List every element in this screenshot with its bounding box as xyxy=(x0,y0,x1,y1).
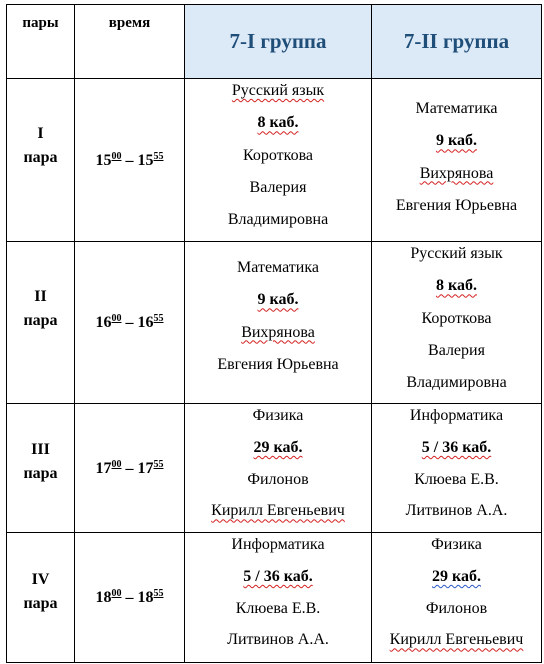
lesson-room xyxy=(185,561,371,593)
lesson-subject: Русский язык xyxy=(231,82,325,99)
pair-word: пара xyxy=(23,311,58,329)
schedule-table xyxy=(6,4,542,663)
header-group-1: 7-I группа xyxy=(185,5,372,79)
header-pairs: пары xyxy=(7,5,75,79)
room-text: 5 / 36 каб. xyxy=(243,567,313,585)
time-start-minute: 00 xyxy=(111,150,122,162)
table-row xyxy=(7,79,542,242)
lesson-room xyxy=(185,107,371,139)
room-text: 5 / 36 каб. xyxy=(421,438,492,456)
lesson-subject: Информатика xyxy=(409,407,504,424)
lesson-cell-group-2 xyxy=(372,242,542,404)
teacher-text: Кирилл Евгеньевич xyxy=(211,502,345,520)
teacher-line: Короткова xyxy=(421,309,492,327)
teacher-line: Клюева Е.В. xyxy=(235,599,321,617)
teacher-line: Валерия xyxy=(428,341,485,359)
time-start-minute: 00 xyxy=(111,588,122,599)
lesson-cell-group-1 xyxy=(185,404,372,533)
lesson-room xyxy=(372,125,541,157)
teacher-line: Владимировна xyxy=(227,211,329,229)
time-dash: – xyxy=(121,314,138,331)
table-row xyxy=(7,404,542,533)
lesson-cell-group-1 xyxy=(185,242,372,404)
time-end-minute: 55 xyxy=(153,313,164,324)
time-start-hour: 18 xyxy=(95,589,112,606)
time-end-hour: 15 xyxy=(137,151,154,169)
lesson-subject: Русский язык xyxy=(410,245,503,262)
teacher-line: Вихрянова xyxy=(419,164,494,182)
lesson-subject: Информатика xyxy=(231,536,325,553)
header-row xyxy=(7,5,542,79)
lesson-subject: Физика xyxy=(252,407,304,424)
time-cell xyxy=(75,242,185,404)
pair-cell xyxy=(7,242,75,404)
teacher-line: Владимировна xyxy=(406,374,507,392)
lesson-cell-group-2 xyxy=(372,404,542,533)
pair-word: пара xyxy=(23,465,58,482)
lesson-cell-group-2 xyxy=(372,533,542,663)
table-row xyxy=(7,533,542,663)
teacher-line: Филонов xyxy=(247,470,309,488)
teacher-line: Валерия xyxy=(249,178,307,196)
pair-number: I xyxy=(37,125,44,142)
lesson-cell-group-1 xyxy=(185,533,372,663)
lesson-subject: Математика xyxy=(415,100,498,117)
time-start-hour: 16 xyxy=(95,314,112,331)
header-group-2: 7-II группа xyxy=(372,5,542,79)
time-start-hour: 15 xyxy=(95,151,112,169)
pair-cell xyxy=(7,404,75,533)
room-text: 29 каб. xyxy=(253,438,303,456)
time-dash: – xyxy=(121,459,138,477)
time-end-minute: 55 xyxy=(153,588,164,599)
pair-number: II xyxy=(34,287,47,305)
pair-word: пара xyxy=(23,594,58,612)
teacher-line: Литвинов А.А. xyxy=(405,502,508,520)
teacher-line: Клюева Е.В. xyxy=(414,470,499,488)
teacher-line: Литвинов А.А. xyxy=(227,631,329,649)
teacher-line: Евгения Юрьевна xyxy=(217,355,339,373)
room-text: 8 каб. xyxy=(436,277,477,295)
time-start-minute: 00 xyxy=(111,313,122,324)
teacher-line: Евгения Юрьевна xyxy=(395,196,518,214)
table-row xyxy=(7,242,542,404)
header-time: время xyxy=(75,5,185,79)
time-end-minute: 55 xyxy=(153,458,164,470)
lesson-room xyxy=(372,432,541,464)
lesson-room xyxy=(185,432,371,464)
pair-number: III xyxy=(31,441,50,458)
teacher-text: Кирилл Евгеньевич xyxy=(389,631,524,649)
time-start-minute: 00 xyxy=(111,458,122,470)
room-text: 9 каб. xyxy=(257,291,299,309)
teacher-line: Филонов xyxy=(425,599,488,617)
teacher-line: Вихрянова xyxy=(241,323,315,341)
lesson-room xyxy=(372,561,541,593)
time-cell xyxy=(75,404,185,533)
room-text: 9 каб. xyxy=(436,132,477,150)
time-end-hour: 18 xyxy=(137,589,154,606)
lesson-room xyxy=(372,270,541,302)
pair-number: IV xyxy=(31,570,50,588)
teacher-line: Короткова xyxy=(242,146,314,164)
time-start-hour: 17 xyxy=(95,459,112,477)
lesson-cell-group-1 xyxy=(185,79,372,242)
time-end-hour: 16 xyxy=(137,314,154,331)
time-end-minute: 55 xyxy=(153,150,164,162)
room-text: 29 каб. xyxy=(432,567,481,585)
time-cell xyxy=(75,79,185,242)
time-dash: – xyxy=(121,589,138,606)
pair-cell xyxy=(7,79,75,242)
time-dash: – xyxy=(121,151,138,169)
time-end-hour: 17 xyxy=(137,459,154,477)
lesson-subject: Математика xyxy=(237,259,319,276)
teacher-line xyxy=(185,495,371,527)
teacher-line xyxy=(372,624,541,656)
pair-word: пара xyxy=(23,149,58,166)
lesson-cell-group-2 xyxy=(372,79,542,242)
room-text: 8 каб. xyxy=(257,114,299,132)
lesson-subject: Физика xyxy=(431,536,482,553)
lesson-room xyxy=(185,284,371,316)
time-cell xyxy=(75,533,185,663)
pair-cell xyxy=(7,533,75,663)
